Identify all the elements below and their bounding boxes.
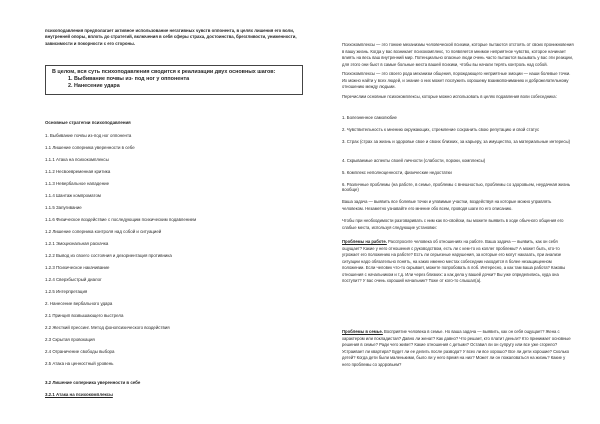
paragraph: Психокомплексы — это тонкие механизмы человеческой психики, которые пытаются отстоять от своих проникновения в вашу жизнь. Когда у вас возникает психокомплекс, то появляется мнимое неприятное чувство, которое начинает влиять на весь ваш внутренний мир. Потенциально опасные люди очень часто пытаются вызывать у вас эти реакции, для этого они бьют в самые больные места вашей психики, чтобы вы начали терять контроль над собой. — [342, 42, 574, 67]
toc-item: 1.2.4 Сверхбыстрый диалог — [45, 277, 102, 282]
list-item: 5. Комплекс неполноценности, физические недостатки — [342, 170, 452, 175]
toc-item: 1.1.5 Запугивание — [45, 205, 82, 210]
toc-item: 1.1.2 Несвоевременная критика — [45, 169, 111, 174]
toc-item: 1.2.1 Эмоциональная раскачка — [45, 241, 109, 246]
family-problems-paragraph — [342, 329, 574, 368]
work-problems-paragraph — [342, 239, 574, 285]
family-problems-label: Проблемы в семье. — [342, 329, 383, 334]
summary-item-1: 1. Выбивание почвы из- под ног у оппонента — [68, 76, 190, 83]
toc-item: 1.1.3 Невербальное нападение — [45, 181, 110, 186]
summary-box — [45, 65, 303, 95]
toc-item: 1. Выбивание почвы из-под ног оппонента — [45, 133, 132, 138]
toc-item: 2. Нанесение вербального удара — [45, 301, 113, 306]
toc-item: 2.4 Ограничение свободы выбора — [45, 349, 115, 354]
intro-paragraph: психоподавления предполагает активное использование негативных чувств оппонента, в целях лишения его воли, внутренней опоры, вплоть до стратегий, включения в себя сферы страха, достоинства, брезгливости, униженности, зависимости и покорности с его стороны. — [45, 28, 297, 46]
toc-item: 1.1.1 Атака на психокомплексы — [45, 157, 109, 162]
toc-item: 1.2.3 Психическое накачивание — [45, 265, 110, 270]
summary-item-2: 2. Нанесение удара — [68, 83, 120, 90]
summary-text: В целом, вся суть психоподавления сводится к реализации двух основных шагов: — [52, 69, 276, 75]
section-heading: 3.2 Лишение соперника уверенности в себе — [45, 380, 141, 385]
toc-item: 2.2 Жесткий прессинг. Метод фонопсихического воздействия — [45, 325, 170, 330]
paragraph: Перечислим основные психокомплексы, которые можно использовать в целях подавления воли собеседника: — [342, 94, 557, 99]
work-problems-label: Проблемы на работе. — [342, 239, 387, 244]
list-item: 2. Чувствительность к мнению окружающих, стремление сохранить свою репутацию и свой статус — [342, 127, 540, 132]
toc-item: 1.2 Лишение соперника контроля над собой и ситуацией — [45, 229, 162, 234]
toc-item: 1.2.5 Интерпретация — [45, 289, 88, 294]
list-item: 4. Скрываемые аспекты своей личности (слабости, пороки, комплексы) — [342, 158, 486, 163]
work-problems-text: Расспросите человека об отношениях на работе. Ваша задача — выявить, как он себя ощущает? Какие у него отношения с руководством, есть ли с кем-то из коллег проблемы? А может быть, кто-то угрожает его положению на работе? Есть ли серьезные нарушения, за которые его могут наказать, при анализе ситуации надо обязательно понять, на каких именно местах собеседник находится в более незащищенном положении. Если человек что-то скрывает, можете попробовать в лоб. Интересно, а как там ваша работа? Каковы отношения с начальником и т.д. Или через близких: а как дела у вашей дочки? Вы уже определились, куда она поступит? У вас очень хороший начальник? Тоже от кого-то слышал(а). — [342, 239, 566, 283]
subsection-heading: 3.2.1 Атака на психокомплексы — [45, 392, 113, 397]
list-item: 6. Различные проблемы (на работе, в семье, проблемы с внешностью, проблемы со здоровьем, неудачная жизнь вообще) — [342, 182, 571, 192]
toc-item: 2.1 Принцип возвышающего выстрела — [45, 313, 124, 318]
toc-item: 2.5 Атака на ценностный уровень — [45, 361, 114, 366]
toc-item: 1.1 Лишение соперника уверенности в себе — [45, 145, 135, 150]
paragraph: Чтобы при необходимости разговаривать с ним как по-свойски, вы можете выявить в ходе обычного общения его слабые места, используя следующие установки: — [342, 218, 564, 230]
toc-item: 2.3 Скрытая провокация — [45, 337, 95, 342]
toc-title: Основные стратегии психоподавления — [45, 120, 131, 125]
list-item: 1. Болезненное самолюбие — [342, 115, 397, 120]
toc-item: 1.1.4 Шантаж компроматом — [45, 193, 101, 198]
list-item: 3. Страх (страх за жизнь и здоровье свое и своих близких, за карьеру, за имущество, за материальные интересы) — [342, 139, 571, 144]
family-problems-text: Восприятие человека в семье. Но ваша задача — выявить, как он себя ощущает? Жена с характером или покладистая? Давно ли женат? Как давно? Что решает, кто платит деньги? Кто принимает основные решения в семье? Ради чего живет? Какие отношения с детьми? Оставил ли он супругу или все уже сгорело? Устраивает ли квартира? Будет ли ее делить после развода? У всех ли все хорошо? Все ли дети хорошие? Сколько детей? Когда дети были маленькими, было ли у него время на них? Может ли он пожаловаться на жизнь? Какие у него проблемы со здоровьем? — [342, 329, 571, 367]
paragraph: Ваша задача — выявить все болевые точки и уязвимые участки, воздействуя на которые можно управлять человеком. Незаметно узнавайте его мнение обо всем, проводя шаги по его описанию. — [342, 199, 552, 211]
paragraph: Психокомплексы — это своего рода механизм общения, порождающего неприятные эмоции — наши болевые точки. Их можно найти у всех людей, и знание о них может послужить хорошему взаимопониманию и доброжелательному отношению между людьми. — [342, 71, 571, 89]
toc-item: 1.2.2 Вывод из своего состояния и дезориентация противника — [45, 253, 172, 258]
toc-item: 1.1.6 Физическое воздействие с последующим психическим подавлением — [45, 217, 197, 222]
